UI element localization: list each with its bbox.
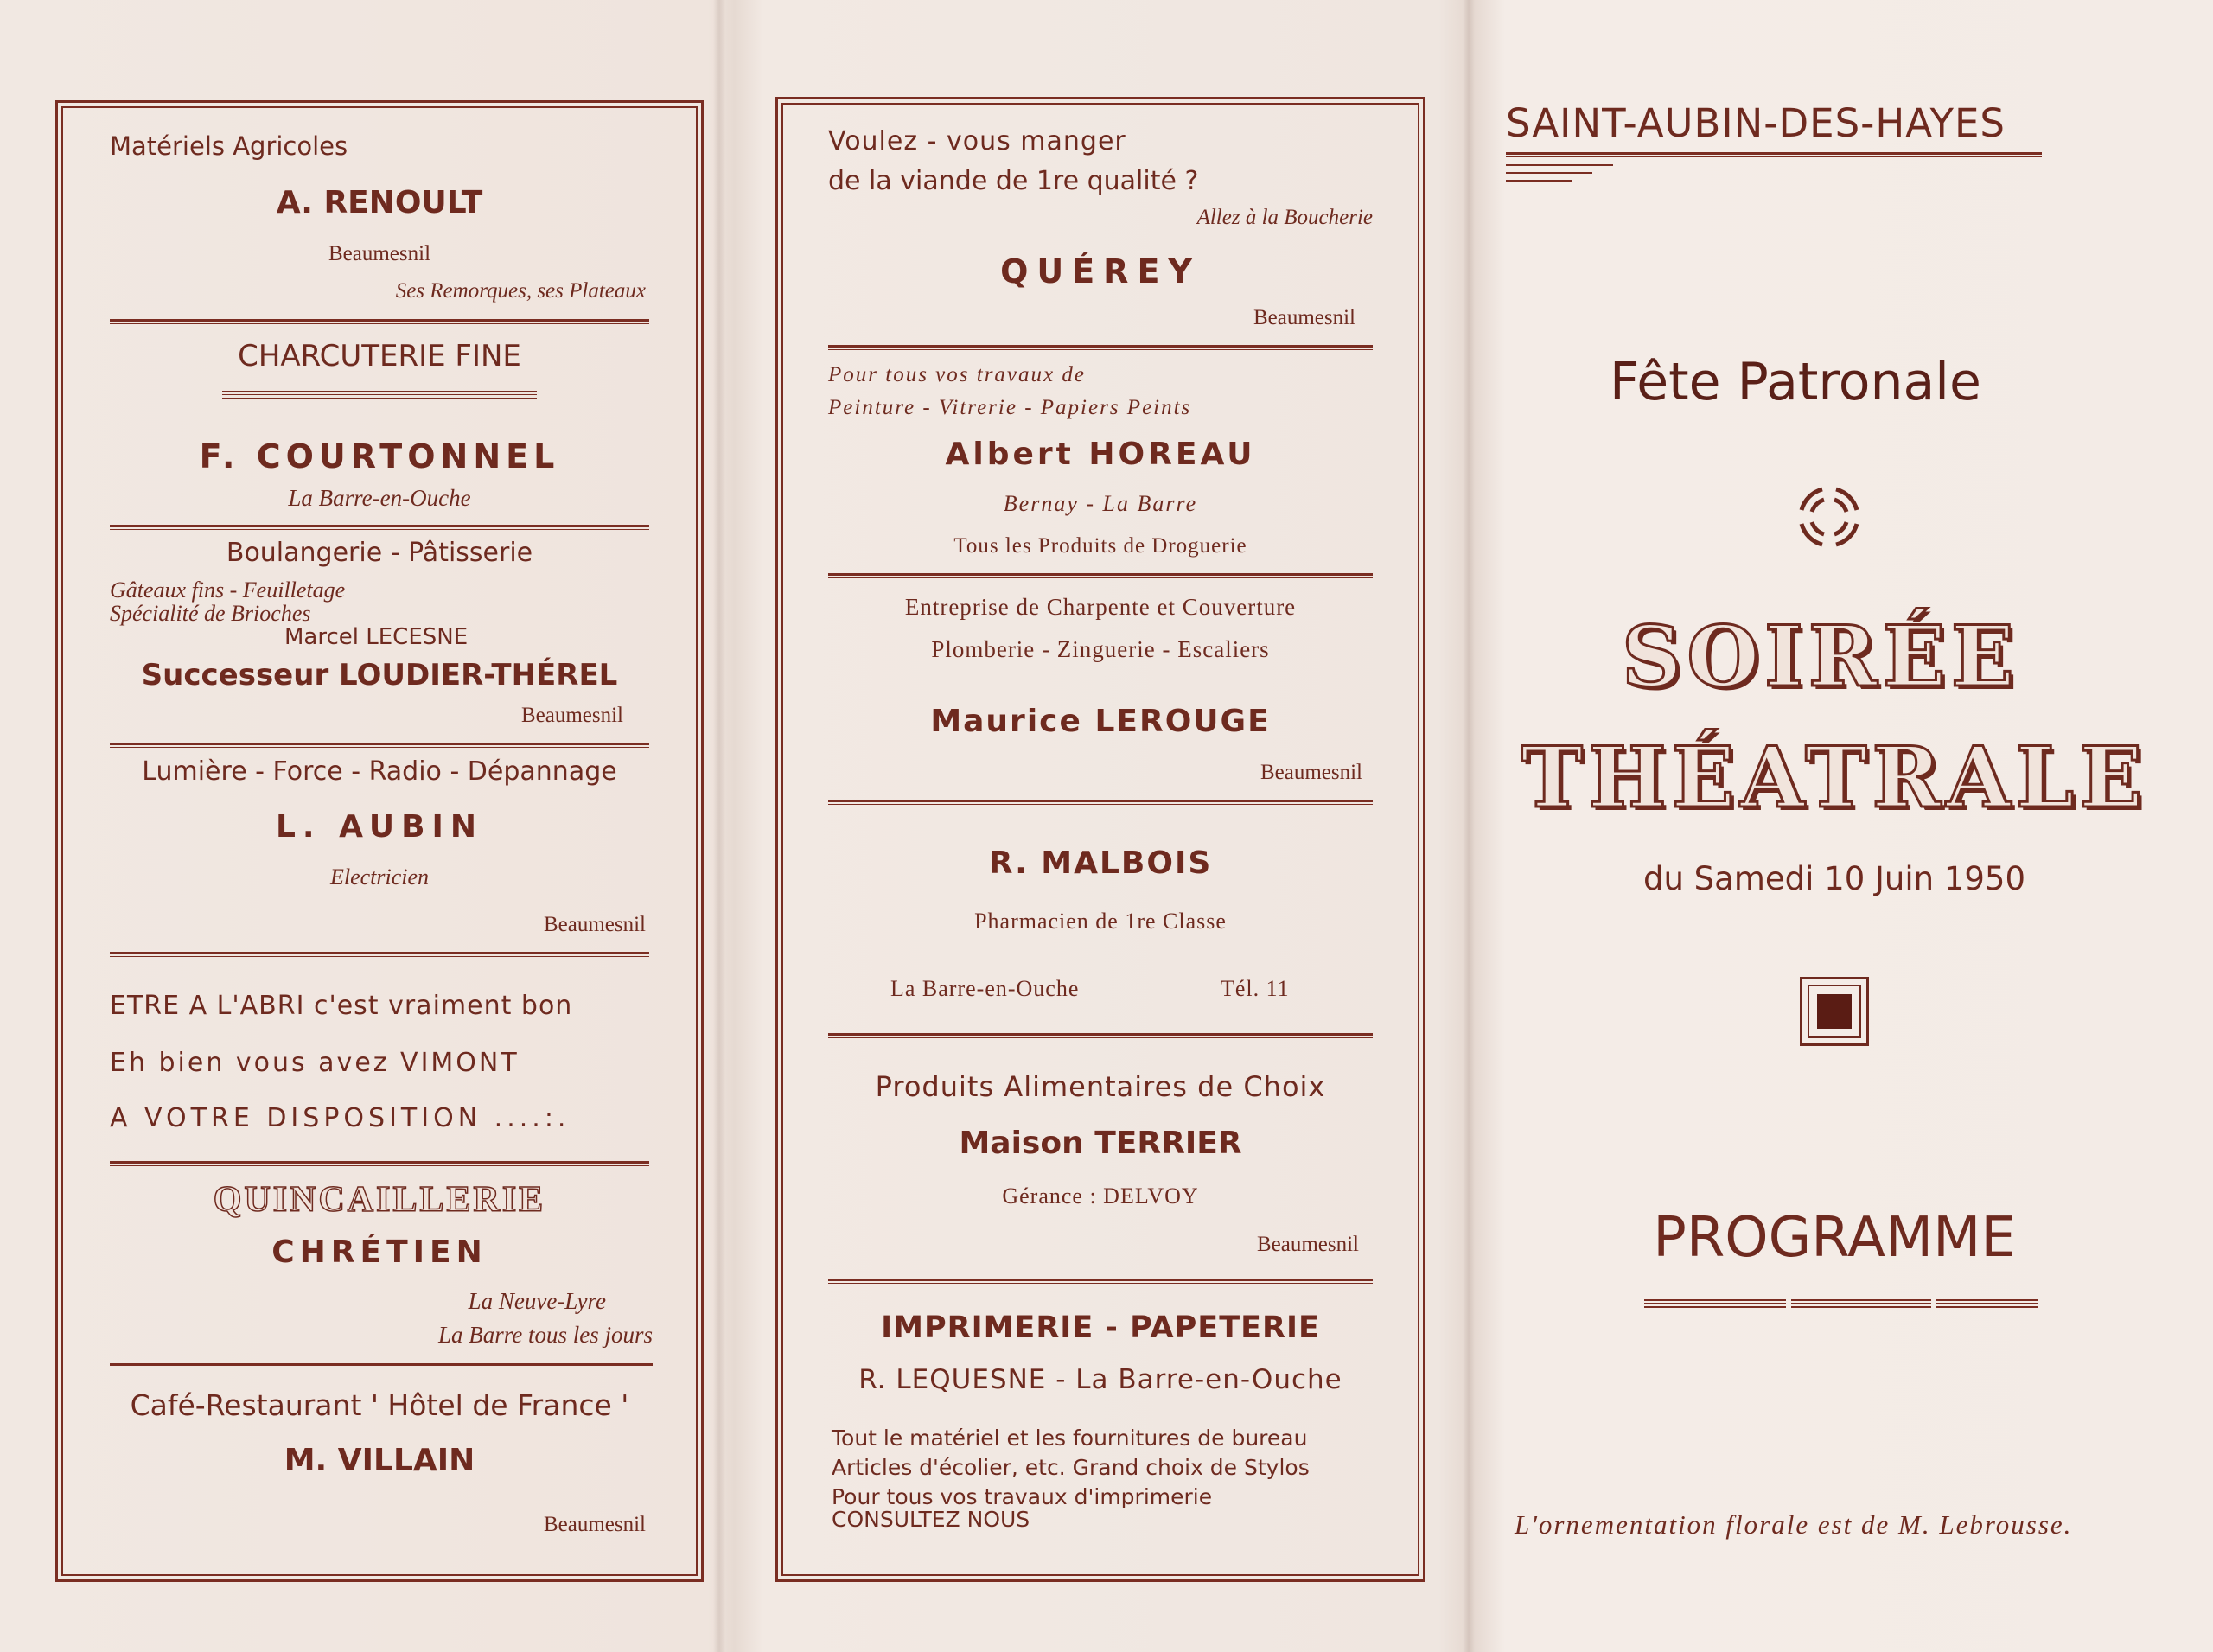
boulangerie-line1: Gâteaux fins - Feuilletage xyxy=(110,577,346,603)
malbois-line1: Pharmacien de 1re Classe xyxy=(974,909,1227,934)
chretien-line1: La Neuve-Lyre xyxy=(468,1288,606,1314)
renoult-tag: Ses Remorques, ses Plateaux xyxy=(395,279,646,303)
malbois-name: R. MALBOIS xyxy=(988,845,1213,881)
imprimerie-line3: Articles d'écolier, etc. Grand choix de Stylos xyxy=(832,1455,1310,1480)
malbois-line2: La Barre-en-Ouche xyxy=(890,976,1080,1001)
separator xyxy=(110,1161,649,1166)
renoult-town: Beaumesnil xyxy=(328,242,431,265)
terrier-name: Maison TERRIER xyxy=(959,1126,1242,1161)
querey-town: Beaumesnil xyxy=(1253,306,1355,329)
separator xyxy=(110,743,649,748)
villain-name: M. VILLAIN xyxy=(284,1443,475,1478)
aubin-title: Lumière - Force - Radio - Dépannage xyxy=(142,756,617,787)
square-ornament-icon xyxy=(1800,977,1869,1046)
aubin-town: Beaumesnil xyxy=(543,913,646,936)
fold-line xyxy=(713,0,725,1652)
separator xyxy=(828,573,1373,578)
courtonnel-title: CHARCUTERIE FINE xyxy=(238,339,521,373)
querey-name: QUÉREY xyxy=(1000,252,1201,290)
querey-line3: Allez à la Boucherie xyxy=(1196,206,1373,229)
separator xyxy=(828,800,1373,805)
horeau-line3: Bernay - La Barre xyxy=(1003,491,1198,516)
malbois-tel: Tél. 11 xyxy=(1221,976,1290,1001)
horeau-line1: Pour tous vos travaux de xyxy=(828,363,1086,386)
chretien-title: QUINCAILLERIE xyxy=(213,1180,546,1220)
terrier-title: Produits Alimentaires de Choix xyxy=(875,1070,1326,1103)
lerouge-name: Maurice LEROUGE xyxy=(930,704,1271,739)
middle-ad-panel xyxy=(775,97,1425,1582)
village-title: SAINT-AUBIN-DES-HAYES xyxy=(1506,100,2006,146)
imprimerie-line5: CONSULTEZ NOUS xyxy=(832,1507,1030,1532)
fete-patronale: Fête Patronale xyxy=(1610,352,1981,412)
boulangerie-line3: Marcel LECESNE xyxy=(284,624,469,650)
circle-ornament-icon xyxy=(1793,481,1865,553)
horeau-line4: Tous les Produits de Droguerie xyxy=(953,534,1247,558)
separator xyxy=(828,345,1373,350)
separator xyxy=(828,1033,1373,1038)
chretien-line2: La Barre tous les jours xyxy=(437,1322,653,1348)
boulangerie-town: Beaumesnil xyxy=(520,704,623,727)
chretien-name: CHRÉTIEN xyxy=(271,1234,488,1270)
ornament-bar xyxy=(222,391,537,399)
vimont-line3: A VOTRE DISPOSITION ....:. xyxy=(110,1103,571,1133)
floral-credit: L'ornementation florale est de M. Lebrousse. xyxy=(1515,1509,2073,1540)
title-underline xyxy=(1506,152,2042,157)
horeau-name: Albert HOREAU xyxy=(945,437,1256,472)
horeau-line2: Peinture - Vitrerie - Papiers Peints xyxy=(828,396,1192,419)
imprimerie-line1: R. LEQUESNE - La Barre-en-Ouche xyxy=(858,1364,1342,1395)
renoult-line1: Matériels Agricoles xyxy=(110,131,348,161)
villain-town: Beaumesnil xyxy=(543,1513,646,1536)
programme-heading: PROGRAMME xyxy=(1653,1206,2016,1270)
theatrale-heading: THÉATRALE xyxy=(1521,729,2148,826)
separator xyxy=(110,1363,653,1368)
imprimerie-line2: Tout le matériel et les fournitures de bureau xyxy=(832,1426,1308,1451)
event-date: du Samedi 10 Juin 1950 xyxy=(1642,860,2026,897)
boulangerie-name: Successeur LOUDIER-THÉREL xyxy=(141,658,618,692)
soiree-heading: SOIRÉE xyxy=(1622,608,2019,705)
lerouge-line2: Plomberie - Zinguerie - Escaliers xyxy=(931,636,1270,662)
imprimerie-title: IMPRIMERIE - PAPETERIE xyxy=(881,1311,1320,1345)
separator xyxy=(110,319,649,324)
boulangerie-line2: Spécialité de Brioches xyxy=(110,601,311,626)
lerouge-town: Beaumesnil xyxy=(1260,761,1362,784)
courtonnel-name: F. COURTONNEL xyxy=(199,437,560,475)
villain-title: Café-Restaurant ' Hôtel de France ' xyxy=(130,1388,629,1422)
querey-line1: Voulez - vous manger xyxy=(828,126,1126,156)
fold-line xyxy=(1463,0,1475,1652)
separator xyxy=(828,1279,1373,1284)
courtonnel-town: La Barre-en-Ouche xyxy=(288,485,471,511)
left-ad-panel xyxy=(55,100,704,1582)
aubin-name: L. AUBIN xyxy=(275,809,484,845)
vimont-line2: Eh bien vous avez VIMONT xyxy=(110,1048,520,1078)
aubin-job: Electricien xyxy=(329,864,430,890)
separator xyxy=(110,952,649,957)
querey-line2: de la viande de 1re qualité ? xyxy=(828,166,1199,196)
vimont-line1: ETRE A L'ABRI c'est vraiment bon xyxy=(110,991,573,1021)
terrier-town: Beaumesnil xyxy=(1256,1233,1359,1256)
lerouge-line1: Entreprise de Charpente et Couverture xyxy=(904,594,1297,620)
separator xyxy=(110,525,649,530)
terrier-line1: Gérance : DELVOY xyxy=(1002,1183,1199,1209)
imprimerie-line4: Pour tous vos travaux d'imprimerie xyxy=(832,1484,1213,1509)
boulangerie-title: Boulangerie - Pâtisserie xyxy=(226,538,533,568)
renoult-name: A. RENOULT xyxy=(276,185,483,220)
